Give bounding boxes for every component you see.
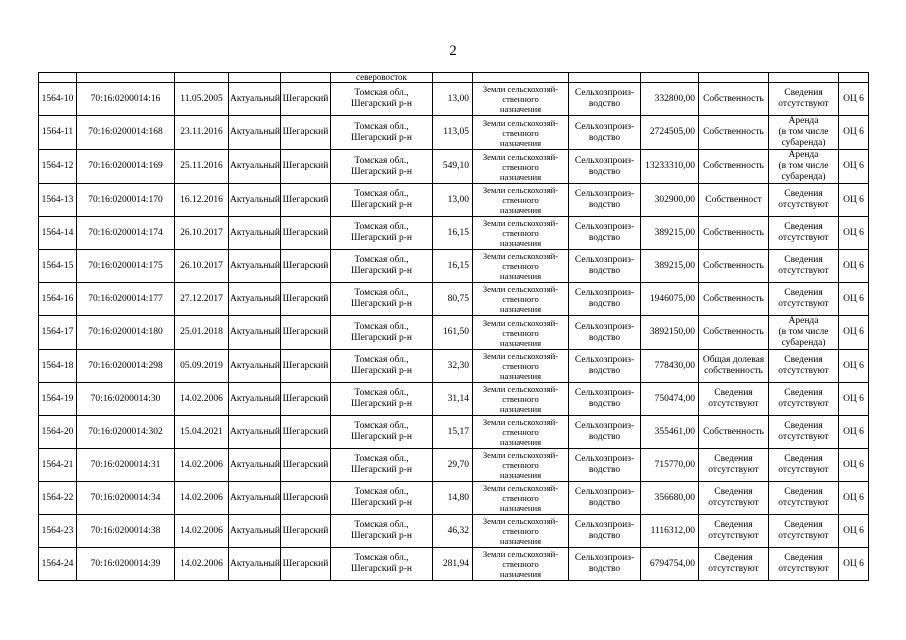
cell-land-category: Земли сельскохозяй- ственного назначения bbox=[473, 316, 569, 350]
cell-status: Актуальный bbox=[229, 383, 281, 416]
table-header-row bbox=[39, 73, 869, 83]
cell-encumbrance: Сведения отсутствуют bbox=[769, 416, 839, 449]
cell-encumbrance: Аренда (в том числе субаренда) bbox=[769, 316, 839, 350]
cell-ownership-type: Собственность bbox=[699, 416, 769, 449]
cell-registration-date: 14.02.2006 bbox=[175, 515, 229, 548]
cell-permitted-use: Сельхозпроиз- водство bbox=[569, 350, 641, 383]
cell-permitted-use: Сельхозпроиз- водство bbox=[569, 482, 641, 515]
cell-cadastral-value: 356680,00 bbox=[641, 482, 699, 515]
cell-valuation-group: ОЦ 6 bbox=[839, 449, 869, 482]
cell-area: 15,17 bbox=[433, 416, 473, 449]
cell-row-number: 1564-14 bbox=[39, 217, 77, 250]
cell-valuation-group: ОЦ 6 bbox=[839, 482, 869, 515]
cell-ownership-type: Общая долевая собственность bbox=[699, 350, 769, 383]
cell-address: Томская обл., Шегарский р-н bbox=[331, 283, 433, 316]
table-row bbox=[39, 449, 869, 482]
cell-district: Шегарский bbox=[281, 217, 331, 250]
cell-area: 281,94 bbox=[433, 548, 473, 581]
cell-valuation-group: ОЦ 6 bbox=[839, 515, 869, 548]
header-cell-address: северовосток bbox=[331, 73, 433, 83]
cell-valuation-group: ОЦ 6 bbox=[839, 548, 869, 581]
cell-row-number: 1564-10 bbox=[39, 83, 77, 116]
cell-address: Томская обл., Шегарский р-н bbox=[331, 383, 433, 416]
cell-encumbrance: Сведения отсутствуют bbox=[769, 184, 839, 217]
cell-land-category: Земли сельскохозяй- ственного назначения bbox=[473, 515, 569, 548]
cell-land-category: Земли сельскохозяй- ственного назначения bbox=[473, 416, 569, 449]
cell-permitted-use: Сельхозпроиз- водство bbox=[569, 116, 641, 150]
cell-status: Актуальный bbox=[229, 449, 281, 482]
cell-registration-date: 25.01.2018 bbox=[175, 316, 229, 350]
cell-valuation-group: ОЦ 6 bbox=[839, 383, 869, 416]
cell-ownership-type: Сведения отсутствуют bbox=[699, 515, 769, 548]
cell-area: 31,14 bbox=[433, 383, 473, 416]
cell-area: 113,05 bbox=[433, 116, 473, 150]
cell-land-category: Земли сельскохозяй- ственного назначения bbox=[473, 217, 569, 250]
cell-ownership-type: Сведения отсутствуют bbox=[699, 383, 769, 416]
cell-status: Актуальный bbox=[229, 515, 281, 548]
cell-encumbrance: Сведения отсутствуют bbox=[769, 548, 839, 581]
table-row bbox=[39, 416, 869, 449]
cell-row-number: 1564-15 bbox=[39, 250, 77, 283]
cell-cadastral-value: 332800,00 bbox=[641, 83, 699, 116]
cell-permitted-use: Сельхозпроиз- водство bbox=[569, 217, 641, 250]
cell-cadastral-value: 302900,00 bbox=[641, 184, 699, 217]
header-cell-area bbox=[433, 73, 473, 83]
cell-row-number: 1564-22 bbox=[39, 482, 77, 515]
cell-ownership-type: Собственность bbox=[699, 83, 769, 116]
cell-cadastral-number: 70:16:0200014:168 bbox=[77, 116, 175, 150]
table-row bbox=[39, 383, 869, 416]
cell-district: Шегарский bbox=[281, 83, 331, 116]
cell-status: Актуальный bbox=[229, 217, 281, 250]
cell-cadastral-value: 3892150,00 bbox=[641, 316, 699, 350]
table-row bbox=[39, 217, 869, 250]
header-cell-valuation-group bbox=[839, 73, 869, 83]
cell-row-number: 1564-11 bbox=[39, 116, 77, 150]
cell-row-number: 1564-23 bbox=[39, 515, 77, 548]
cell-status: Актуальный bbox=[229, 116, 281, 150]
cell-cadastral-number: 70:16:0200014:175 bbox=[77, 250, 175, 283]
cell-registration-date: 16.12.2016 bbox=[175, 184, 229, 217]
cell-address: Томская обл., Шегарский р-н bbox=[331, 83, 433, 116]
cell-address: Томская обл., Шегарский р-н bbox=[331, 548, 433, 581]
cell-status: Актуальный bbox=[229, 350, 281, 383]
cell-cadastral-value: 389215,00 bbox=[641, 217, 699, 250]
cell-encumbrance: Сведения отсутствуют bbox=[769, 449, 839, 482]
cell-encumbrance: Сведения отсутствуют bbox=[769, 350, 839, 383]
cell-cadastral-number: 70:16:0200014:38 bbox=[77, 515, 175, 548]
land-registry-table bbox=[38, 72, 869, 581]
cell-cadastral-number: 70:16:0200014:170 bbox=[77, 184, 175, 217]
header-cell-cadastral-value bbox=[641, 73, 699, 83]
cell-district: Шегарский bbox=[281, 383, 331, 416]
cell-status: Актуальный bbox=[229, 250, 281, 283]
cell-valuation-group: ОЦ 6 bbox=[839, 283, 869, 316]
cell-row-number: 1564-13 bbox=[39, 184, 77, 217]
cell-registration-date: 25.11.2016 bbox=[175, 150, 229, 184]
cell-cadastral-value: 389215,00 bbox=[641, 250, 699, 283]
cell-cadastral-number: 70:16:0200014:302 bbox=[77, 416, 175, 449]
header-cell-ownership-type bbox=[699, 73, 769, 83]
cell-row-number: 1564-21 bbox=[39, 449, 77, 482]
cell-area: 549,10 bbox=[433, 150, 473, 184]
table-row bbox=[39, 350, 869, 383]
cell-district: Шегарский bbox=[281, 548, 331, 581]
cell-area: 13,00 bbox=[433, 184, 473, 217]
cell-encumbrance: Сведения отсутствуют bbox=[769, 283, 839, 316]
cell-status: Актуальный bbox=[229, 316, 281, 350]
cell-cadastral-number: 70:16:0200014:298 bbox=[77, 350, 175, 383]
cell-permitted-use: Сельхозпроиз- водство bbox=[569, 316, 641, 350]
cell-land-category: Земли сельскохозяй- ственного назначения bbox=[473, 184, 569, 217]
cell-cadastral-value: 355461,00 bbox=[641, 416, 699, 449]
cell-registration-date: 14.02.2006 bbox=[175, 482, 229, 515]
cell-land-category: Земли сельскохозяй- ственного назначения bbox=[473, 482, 569, 515]
header-cell-cadastral-number bbox=[77, 73, 175, 83]
cell-land-category: Земли сельскохозяй- ственного назначения bbox=[473, 283, 569, 316]
cell-district: Шегарский bbox=[281, 184, 331, 217]
header-cell-district bbox=[281, 73, 331, 83]
cell-district: Шегарский bbox=[281, 416, 331, 449]
cell-row-number: 1564-12 bbox=[39, 150, 77, 184]
cell-address: Томская обл., Шегарский р-н bbox=[331, 350, 433, 383]
cell-district: Шегарский bbox=[281, 449, 331, 482]
cell-registration-date: 14.02.2006 bbox=[175, 383, 229, 416]
header-cell-encumbrance bbox=[769, 73, 839, 83]
cell-address: Томская обл., Шегарский р-н bbox=[331, 150, 433, 184]
cell-ownership-type: Сведения отсутствуют bbox=[699, 482, 769, 515]
cell-address: Томская обл., Шегарский р-н bbox=[331, 250, 433, 283]
cell-valuation-group: ОЦ 6 bbox=[839, 350, 869, 383]
cell-district: Шегарский bbox=[281, 283, 331, 316]
header-cell-row-number bbox=[39, 73, 77, 83]
cell-land-category: Земли сельскохозяй- ственного назначения bbox=[473, 83, 569, 116]
cell-registration-date: 23.11.2016 bbox=[175, 116, 229, 150]
cell-area: 16,15 bbox=[433, 250, 473, 283]
cell-cadastral-value: 778430,00 bbox=[641, 350, 699, 383]
cell-encumbrance: Сведения отсутствуют bbox=[769, 83, 839, 116]
cell-cadastral-number: 70:16:0200014:39 bbox=[77, 548, 175, 581]
cell-ownership-type: Сведения отсутствуют bbox=[699, 548, 769, 581]
cell-area: 32,30 bbox=[433, 350, 473, 383]
cell-permitted-use: Сельхозпроиз- водство bbox=[569, 83, 641, 116]
cell-row-number: 1564-19 bbox=[39, 383, 77, 416]
cell-status: Актуальный bbox=[229, 150, 281, 184]
cell-registration-date: 26.10.2017 bbox=[175, 250, 229, 283]
table-row bbox=[39, 184, 869, 217]
cell-area: 80,75 bbox=[433, 283, 473, 316]
cell-cadastral-value: 715770,00 bbox=[641, 449, 699, 482]
cell-permitted-use: Сельхозпроиз- водство bbox=[569, 283, 641, 316]
cell-encumbrance: Аренда (в том числе субаренда) bbox=[769, 116, 839, 150]
cell-row-number: 1564-16 bbox=[39, 283, 77, 316]
cell-land-category: Земли сельскохозяй- ственного назначения bbox=[473, 548, 569, 581]
cell-ownership-type: Собственность bbox=[699, 283, 769, 316]
cell-status: Актуальный bbox=[229, 482, 281, 515]
cell-cadastral-value: 1946075,00 bbox=[641, 283, 699, 316]
cell-ownership-type: Собственност bbox=[699, 184, 769, 217]
cell-permitted-use: Сельхозпроиз- водство bbox=[569, 515, 641, 548]
cell-address: Томская обл., Шегарский р-н bbox=[331, 515, 433, 548]
cell-permitted-use: Сельхозпроиз- водство bbox=[569, 383, 641, 416]
cell-district: Шегарский bbox=[281, 515, 331, 548]
cell-district: Шегарский bbox=[281, 116, 331, 150]
cell-row-number: 1564-17 bbox=[39, 316, 77, 350]
cell-cadastral-number: 70:16:0200014:16 bbox=[77, 83, 175, 116]
cell-valuation-group: ОЦ 6 bbox=[839, 116, 869, 150]
cell-ownership-type: Собственность bbox=[699, 150, 769, 184]
cell-area: 13,00 bbox=[433, 83, 473, 116]
cell-cadastral-number: 70:16:0200014:174 bbox=[77, 217, 175, 250]
cell-status: Актуальный bbox=[229, 416, 281, 449]
table-row bbox=[39, 250, 869, 283]
cell-district: Шегарский bbox=[281, 250, 331, 283]
cell-registration-date: 27.12.2017 bbox=[175, 283, 229, 316]
cell-address: Томская обл., Шегарский р-н bbox=[331, 316, 433, 350]
cell-registration-date: 14.02.2006 bbox=[175, 548, 229, 581]
cell-encumbrance: Сведения отсутствуют bbox=[769, 250, 839, 283]
cell-registration-date: 11.05.2005 bbox=[175, 83, 229, 116]
cell-registration-date: 26.10.2017 bbox=[175, 217, 229, 250]
header-cell-permitted-use bbox=[569, 73, 641, 83]
cell-valuation-group: ОЦ 6 bbox=[839, 150, 869, 184]
cell-area: 29,70 bbox=[433, 449, 473, 482]
table-row bbox=[39, 150, 869, 184]
cell-cadastral-number: 70:16:0200014:34 bbox=[77, 482, 175, 515]
cell-encumbrance: Сведения отсутствуют bbox=[769, 482, 839, 515]
cell-district: Шегарский bbox=[281, 150, 331, 184]
cell-cadastral-value: 13233310,00 bbox=[641, 150, 699, 184]
cell-valuation-group: ОЦ 6 bbox=[839, 184, 869, 217]
header-cell-land-category bbox=[473, 73, 569, 83]
cell-address: Томская обл., Шегарский р-н bbox=[331, 416, 433, 449]
page-number: 2 bbox=[449, 43, 457, 59]
cell-permitted-use: Сельхозпроиз- водство bbox=[569, 548, 641, 581]
cell-land-category: Земли сельскохозяй- ственного назначения bbox=[473, 116, 569, 150]
cell-cadastral-value: 6794754,00 bbox=[641, 548, 699, 581]
cell-cadastral-number: 70:16:0200014:169 bbox=[77, 150, 175, 184]
cell-permitted-use: Сельхозпроиз- водство bbox=[569, 150, 641, 184]
cell-land-category: Земли сельскохозяй- ственного назначения bbox=[473, 250, 569, 283]
cell-status: Актуальный bbox=[229, 548, 281, 581]
cell-cadastral-number: 70:16:0200014:180 bbox=[77, 316, 175, 350]
cell-encumbrance: Сведения отсутствуют bbox=[769, 383, 839, 416]
cell-row-number: 1564-20 bbox=[39, 416, 77, 449]
table-row bbox=[39, 316, 869, 350]
cell-area: 14,80 bbox=[433, 482, 473, 515]
cell-permitted-use: Сельхозпроиз- водство bbox=[569, 184, 641, 217]
cell-ownership-type: Собственность bbox=[699, 316, 769, 350]
cell-district: Шегарский bbox=[281, 316, 331, 350]
cell-area: 161,50 bbox=[433, 316, 473, 350]
table-row bbox=[39, 482, 869, 515]
table-row bbox=[39, 515, 869, 548]
cell-row-number: 1564-18 bbox=[39, 350, 77, 383]
cell-permitted-use: Сельхозпроиз- водство bbox=[569, 416, 641, 449]
cell-land-category: Земли сельскохозяй- ственного назначения bbox=[473, 383, 569, 416]
cell-cadastral-number: 70:16:0200014:31 bbox=[77, 449, 175, 482]
cell-ownership-type: Сведения отсутствуют bbox=[699, 449, 769, 482]
cell-area: 16,15 bbox=[433, 217, 473, 250]
cell-status: Актуальный bbox=[229, 184, 281, 217]
cell-registration-date: 14.02.2006 bbox=[175, 449, 229, 482]
cell-encumbrance: Сведения отсутствуют bbox=[769, 217, 839, 250]
cell-valuation-group: ОЦ 6 bbox=[839, 416, 869, 449]
cell-address: Томская обл., Шегарский р-н bbox=[331, 116, 433, 150]
cell-district: Шегарский bbox=[281, 482, 331, 515]
cell-permitted-use: Сельхозпроиз- водство bbox=[569, 449, 641, 482]
cell-ownership-type: Собственность bbox=[699, 217, 769, 250]
cell-cadastral-value: 750474,00 bbox=[641, 383, 699, 416]
cell-registration-date: 05.09.2019 bbox=[175, 350, 229, 383]
cell-cadastral-value: 1116312,00 bbox=[641, 515, 699, 548]
cell-cadastral-number: 70:16:0200014:177 bbox=[77, 283, 175, 316]
cell-row-number: 1564-24 bbox=[39, 548, 77, 581]
cell-permitted-use: Сельхозпроиз- водство bbox=[569, 250, 641, 283]
cell-cadastral-number: 70:16:0200014:30 bbox=[77, 383, 175, 416]
cell-cadastral-value: 2724505,00 bbox=[641, 116, 699, 150]
cell-address: Томская обл., Шегарский р-н bbox=[331, 449, 433, 482]
table-row bbox=[39, 283, 869, 316]
cell-land-category: Земли сельскохозяй- ственного назначения bbox=[473, 350, 569, 383]
cell-valuation-group: ОЦ 6 bbox=[839, 250, 869, 283]
cell-valuation-group: ОЦ 6 bbox=[839, 83, 869, 116]
cell-status: Актуальный bbox=[229, 83, 281, 116]
header-cell-status bbox=[229, 73, 281, 83]
cell-registration-date: 15.04.2021 bbox=[175, 416, 229, 449]
cell-area: 46,32 bbox=[433, 515, 473, 548]
cell-land-category: Земли сельскохозяй- ственного назначения bbox=[473, 449, 569, 482]
cell-encumbrance: Сведения отсутствуют bbox=[769, 515, 839, 548]
table-row bbox=[39, 548, 869, 581]
cell-valuation-group: ОЦ 6 bbox=[839, 316, 869, 350]
cell-address: Томская обл., Шегарский р-н bbox=[331, 217, 433, 250]
cell-ownership-type: Собственность bbox=[699, 250, 769, 283]
cell-status: Актуальный bbox=[229, 283, 281, 316]
cell-address: Томская обл., Шегарский р-н bbox=[331, 184, 433, 217]
cell-encumbrance: Аренда (в том числе субаренда) bbox=[769, 150, 839, 184]
cell-ownership-type: Собственность bbox=[699, 116, 769, 150]
cell-valuation-group: ОЦ 6 bbox=[839, 217, 869, 250]
cell-district: Шегарский bbox=[281, 350, 331, 383]
cell-land-category: Земли сельскохозяй- ственного назначения bbox=[473, 150, 569, 184]
cell-address: Томская обл., Шегарский р-н bbox=[331, 482, 433, 515]
table-row bbox=[39, 83, 869, 116]
table-row bbox=[39, 116, 869, 150]
header-cell-registration-date bbox=[175, 73, 229, 83]
